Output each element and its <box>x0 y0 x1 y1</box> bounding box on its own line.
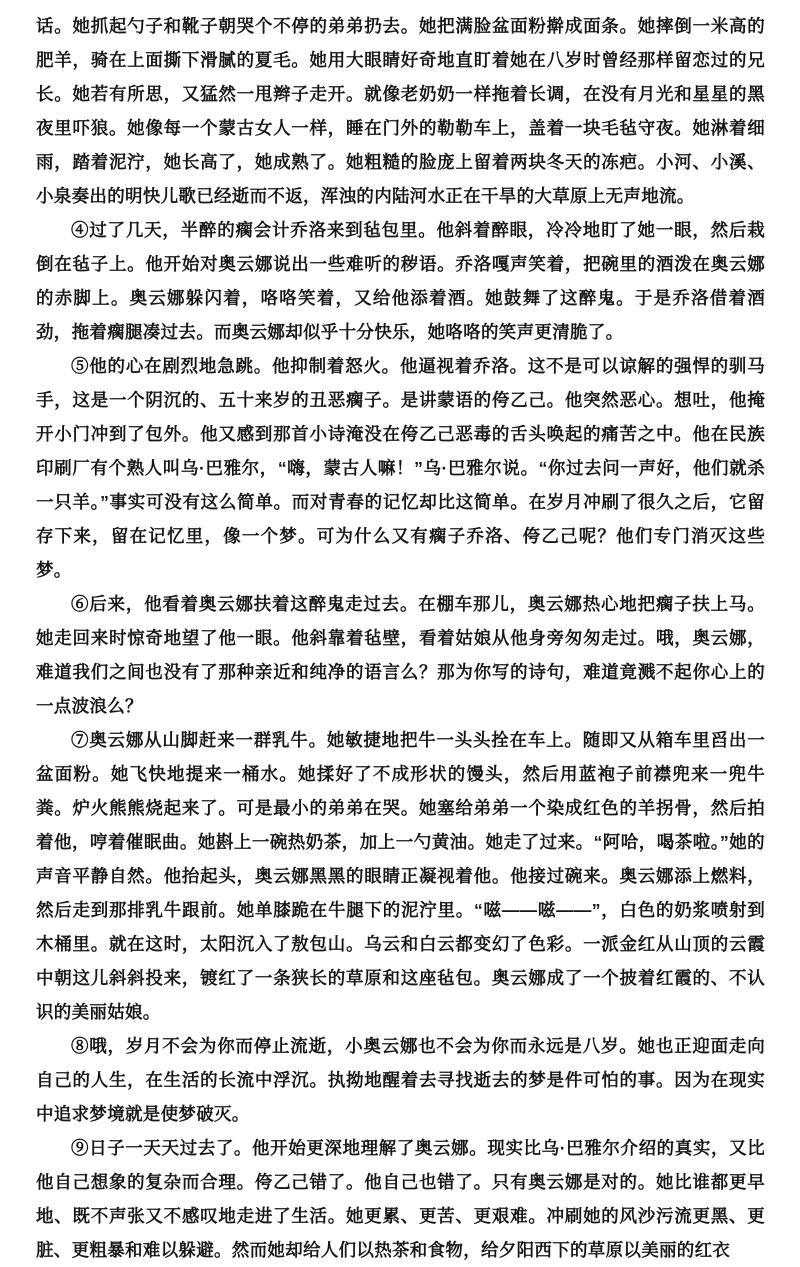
paragraph-7: ⑦奥云娜从山脚赶来一群乳牛。她敏捷地把牛一头头拴在车上。随即又从箱车里舀出一盆面粉。她飞快地提来一桶水。她揉好了不成形状的馒头，然后用蓝袍子前襟兜来一兜牛粪。炉火熊熊烧起来了。可是最小的弟弟在哭。她塞给弟弟一个染成红色的羊拐骨，然后拍着他，哼着催眠曲。她斟上一碗热奶茶，加上一勺黄油。她走了过来。“阿哈，喝茶啦。”她的声音平静自然。他抬起头，奥云娜黑黑的眼睛正凝视着他。他接过碗来。奥云娜添上燃料，然后走到那排乳牛跟前。她单膝跪在牛腿下的泥泞里。“嗞——嗞——”，白色的奶浆喷射到木桶里。就在这时，太阳沉入了敖包山。乌云和白云都变幻了色彩。一派金红从山顶的云霞中朝这儿斜斜投来，镀红了一条狭长的草原和这座毡包。奥云娜成了一个披着红霞的、不认识的美丽姑娘。 <box>36 730 765 1022</box>
paragraph-4: ④过了几天，半醉的瘸会计乔洛来到毡包里。他斜着醉眼，冷冷地盯了她一眼，然后栽倒在毡子上。他开始对奥云娜说出一些难听的秽语。乔洛嘎声笑着，把碗里的酒泼在奥云娜的赤脚上。奥云娜躲闪着，咯咯笑着，又给他添着酒。她鼓舞了这醉鬼。于是乔洛借着酒劲，拖着瘸腿凑过去。而奥云娜却似乎十分快乐，她咯咯的笑声更清脆了。 <box>36 220 765 342</box>
paragraph-5: ⑤他的心在剧烈地急跳。他抑制着怒火。他逼视着乔洛。这不是可以谅解的强悍的驯马手，这是一个阴沉的、五十来岁的丑恶瘸子。是讲蒙语的侉乙己。他突然恶心。想吐，他掩开小门冲到了包外。他又感到那首小诗淹没在侉乙己恶毒的舌头唤起的痛苦之中。他在民族印刷厂有个熟人叫乌·巴雅尔，“嗨，蒙古人嘛！”乌·巴雅尔说。“你过去问一声好，他们就杀一只羊。”事实可没有这么简单。而对青春的记忆却比这简单。在岁月冲刷了很久之后，它留存下来，留在记忆里，像一个梦。可为什么又有瘸子乔洛、侉乙己呢？他们专门消灭这些梦。 <box>36 356 765 580</box>
paragraph-continuation: 话。她抓起勺子和靴子朝哭个不停的弟弟扔去。她把满脸盆面粉擀成面条。她摔倒一米高的肥羊，骑在上面撕下滑腻的夏毛。她用大眼睛好奇地直盯着她在八岁时曾经那样留恋过的兄长。她若有所思，又猛然一甩辫子走开。就像老奶奶一样拖着长调，在没有月光和星星的黑夜里吓狼。她像每一个蒙古女人一样，睡在门外的勒勒车上，盖着一块毛毡守夜。她淋着细雨，踏着泥泞，她长高了，她成熟了。她粗糙的脸庞上留着两块冬天的冻疤。小河、小溪、小泉奏出的明快儿歌已经逝而不返，浑浊的内陆河水正在干旱的大草原上无声地流。 <box>36 16 765 206</box>
paragraph-8: ⑧哦，岁月不会为你而停止流逝，小奥云娜也不会为你而永远是八岁。她也正迎面走向自己的人生，在生活的长流中浮沉。执拗地醒着去寻找逝去的梦是件可怕的事。因为在现实中追求梦境就是使梦破灭。 <box>36 1036 765 1124</box>
paragraph-6: ⑥后来，他看着奥云娜扶着这醉鬼走过去。在棚车那儿，奥云娜热心地把瘸子扶上马。她走回来时惊奇地望了他一眼。他斜靠着毡壁，看着姑娘从他身旁匆匆走过。哦，奥云娜，难道我们之间也没有了那种亲近和纯净的语言么？那为你写的诗句，难道竟溅不起你心上的一点波浪么？ <box>36 594 765 716</box>
paragraph-9: ⑨日子一天天过去了。他开始更深地理解了奥云娜。现实比乌·巴雅尔介绍的真实，又比他自己想象的复杂而合理。侉乙己错了。他自己也错了。只有奥云娜是对的。她比谁都更早地、既不声张又不感叹地走进了生活。她更累、更苦、更艰难。冲刷她的风沙污流更黑、更脏、更粗暴和难以躲避。然而她却给人们以热茶和食物，给夕阳西下的草原以美丽的红衣 <box>36 1138 765 1260</box>
